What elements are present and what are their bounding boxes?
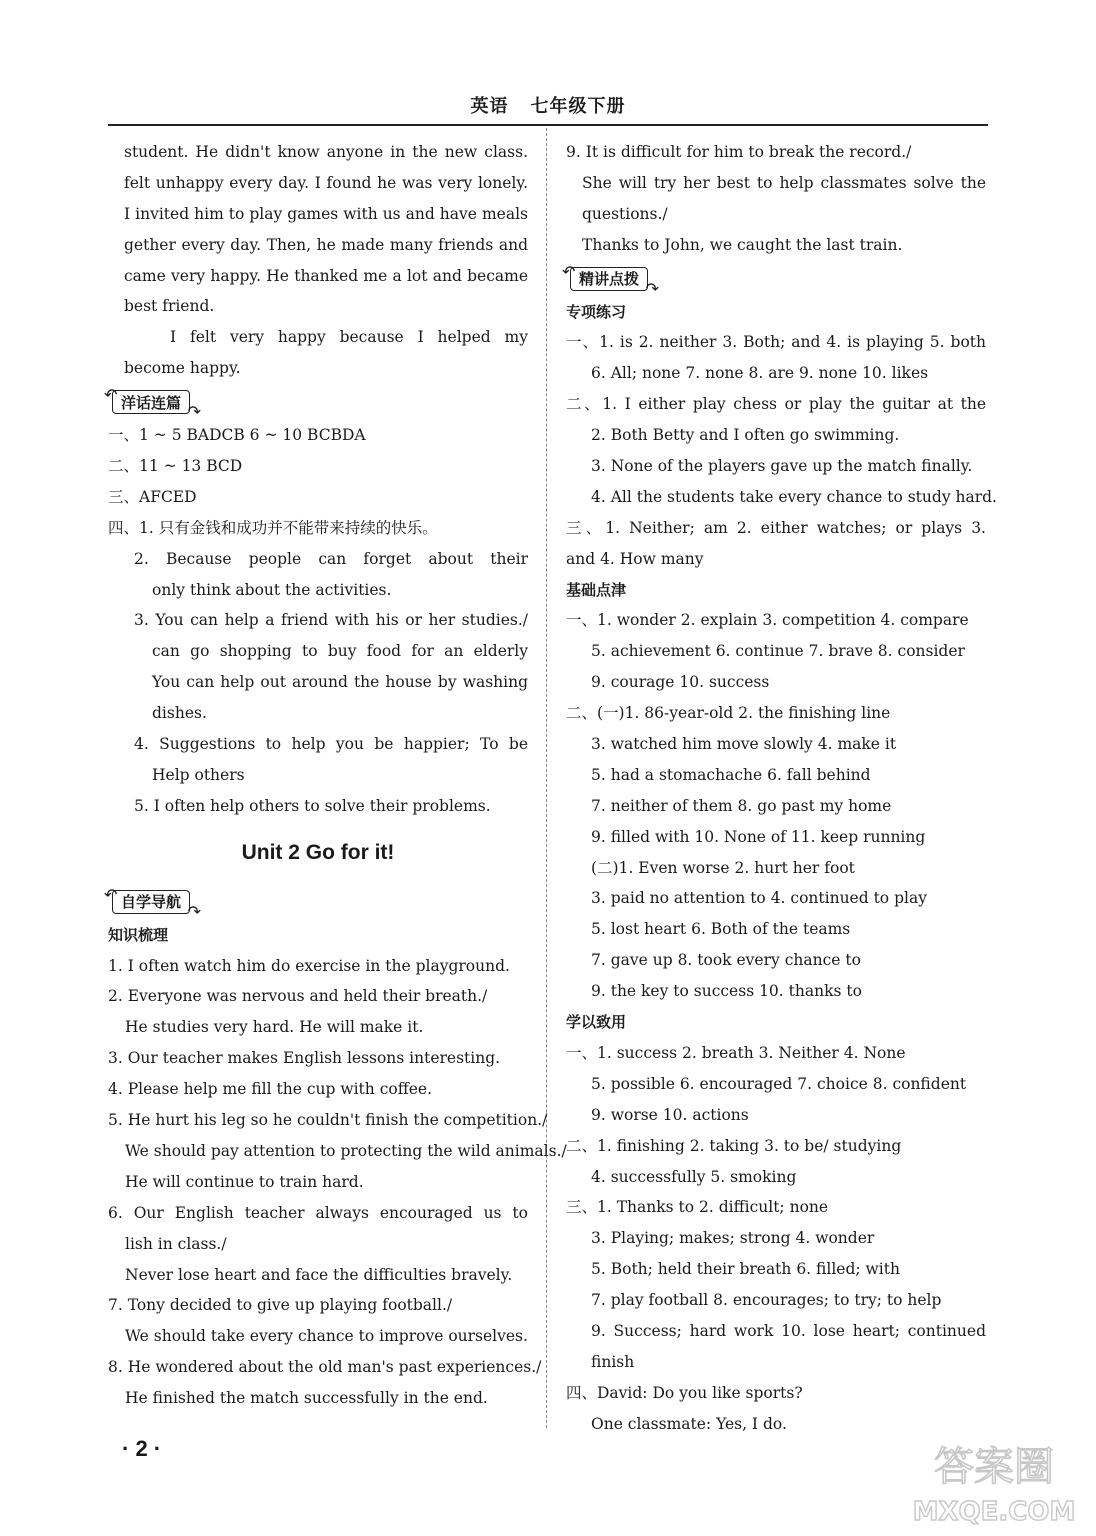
answer-line: 四、David: Do you like sports? xyxy=(566,1383,803,1402)
answer-line: 2. Because people can forget about their xyxy=(134,549,528,568)
answer-line: lish in class./ xyxy=(125,1234,227,1253)
subheading: 基础点津 xyxy=(566,580,627,599)
section-tag xyxy=(562,261,660,298)
text-line: gether every day. Then, he made many friends and xyxy=(124,235,528,254)
answer-line: (二)1. Even worse 2. hurt her foot xyxy=(591,858,855,877)
answer-line: 7. play football 8. encourages; to try; to help xyxy=(591,1291,942,1310)
answer-line: 一、1. wonder 2. explain 3. competition 4. compare xyxy=(566,611,969,630)
answer-line: 5. He hurt his leg so he couldn't finish the competition./ xyxy=(108,1111,548,1130)
text-line: best friend. xyxy=(124,297,215,316)
answer-line: 6. All; none 7. none 8. are 9. none 10. likes xyxy=(591,364,929,383)
watermark-bottom: MXQE.COM xyxy=(912,1497,1076,1527)
section-tag-label: 自学导航 xyxy=(121,893,182,912)
section-tag-row xyxy=(562,261,986,298)
section-tag-label: 精讲点拨 xyxy=(579,270,640,289)
answer-line: 8. He wondered about the old man's past experiences./ xyxy=(108,1358,542,1377)
answer-line: He will continue to train hard. xyxy=(125,1172,364,1191)
page-number: · 2 · xyxy=(122,1436,162,1461)
curl-icon: ↷ xyxy=(645,278,660,298)
answer-line: 3. You can help a friend with his or her studies./ xyxy=(134,611,528,630)
answer-line: 三、1. Thanks to 2. difficult; none xyxy=(566,1198,829,1217)
answer-line: Thanks to John, we caught the last train. xyxy=(582,235,903,254)
answer-line: 1. I often watch him do exercise in the playground. xyxy=(108,956,510,975)
answer-line: 二、1. I either play chess or play the guitar at the xyxy=(566,395,986,414)
answer-line: She will try her best to help classmates solve the xyxy=(582,173,986,192)
left-column xyxy=(104,137,567,1414)
answer-line: One classmate: Yes, I do. xyxy=(591,1414,787,1433)
answer-line: 二、11 ~ 13 BCD xyxy=(108,457,243,476)
answer-line: 7. Tony decided to give up playing football./ xyxy=(108,1296,453,1315)
answer-line: 2. Both Betty and I often go swimming. xyxy=(591,426,900,445)
header-grade: 七年级下册 xyxy=(530,96,626,117)
section-tag-row xyxy=(104,884,528,921)
answer-line: 3. paid no attention to 4. continued to play xyxy=(591,889,927,908)
unit-title: Unit 2 Go for it! xyxy=(241,840,395,864)
curl-icon: ↷ xyxy=(187,901,202,921)
section-tag-row xyxy=(104,384,528,422)
curl-icon: ↶ xyxy=(104,385,118,405)
answer-line: 4. Please help me fill the cup with coffee. xyxy=(108,1080,432,1099)
text-line: become happy. xyxy=(124,359,241,378)
answer-line: He studies very hard. He will make it. xyxy=(125,1018,424,1037)
curl-icon: ↷ xyxy=(187,402,202,422)
answer-line: 四、1. 只有金钱和成功并不能带来持续的快乐。 xyxy=(108,518,438,537)
answer-line: 三、AFCED xyxy=(108,487,197,506)
answer-line: We should pay attention to protecting the wild animals./ xyxy=(125,1141,567,1160)
answer-line: 3. Our teacher makes English lessons interesting. xyxy=(108,1049,501,1068)
answer-line: 4. successfully 5. smoking xyxy=(591,1167,797,1186)
answer-line: only think about the activities. xyxy=(152,580,392,599)
answer-line: 3. None of the players gave up the match finally. xyxy=(591,457,973,476)
header-rule xyxy=(108,124,988,126)
text-line: I invited him to play games with us and have meals xyxy=(124,204,528,223)
answer-line: 一、1. is 2. neither 3. Both; and 4. is playing 5. both xyxy=(566,333,986,352)
answer-line: 7. neither of them 8. go past my home xyxy=(591,796,892,815)
answer-line: 9. courage 10. success xyxy=(591,673,770,692)
header-subject: 英语 xyxy=(470,96,509,117)
answer-line: You can help out around the house by washing xyxy=(152,673,528,692)
answer-line: questions./ xyxy=(582,204,668,223)
answer-line: 9. Success; hard work 10. lose heart; continued xyxy=(591,1321,986,1340)
section-tag xyxy=(104,385,202,422)
answer-line: 3. Playing; makes; strong 4. wonder xyxy=(591,1229,875,1248)
answer-line: 5. achievement 6. continue 7. brave 8. consider xyxy=(591,642,965,661)
curl-icon: ↶ xyxy=(562,261,576,281)
watermark-logo xyxy=(902,1430,1082,1530)
section-tag-label: 洋话连篇 xyxy=(121,393,182,412)
answer-line: 三、1. Neither; am 2. either watches; or plays 3. xyxy=(566,518,986,537)
text-line: came very happy. He thanked me a lot and became xyxy=(124,266,528,285)
answer-line: 7. gave up 8. took every chance to xyxy=(591,951,861,970)
curl-icon: ↶ xyxy=(104,884,118,904)
answer-line: 3. watched him move slowly 4. make it xyxy=(591,735,897,754)
answer-line: 6. Our English teacher always encouraged us to xyxy=(108,1203,528,1222)
column-divider xyxy=(546,128,547,1428)
answer-line: dishes. xyxy=(152,704,207,723)
answer-line: We should take every chance to improve ourselves. xyxy=(125,1327,528,1346)
page-header xyxy=(0,92,1096,118)
answer-line: He finished the match successfully in the end. xyxy=(125,1389,488,1408)
answer-line: 5. had a stomachache 6. fall behind xyxy=(591,765,871,784)
watermark-top: 答案圈 xyxy=(934,1444,1054,1490)
subheading: 学以致用 xyxy=(566,1013,627,1032)
answer-line: 9. filled with 10. None of 11. keep running xyxy=(591,827,926,846)
text-line: felt unhappy every day. I found he was very lonely. xyxy=(124,173,528,192)
text-line: I felt very happy because I helped my xyxy=(170,328,528,347)
answer-line: 二、(一)1. 86-year-old 2. the finishing line xyxy=(566,704,891,723)
answer-line: finish xyxy=(591,1352,635,1371)
answer-line: 4. Suggestions to help you be happier; To be xyxy=(134,735,528,754)
answer-line: and 4. How many xyxy=(566,549,704,568)
answer-line: 5. lost heart 6. Both of the teams xyxy=(591,920,851,939)
subheading: 专项练习 xyxy=(566,302,627,321)
answer-line: 5. possible 6. encouraged 7. choice 8. confident xyxy=(591,1074,967,1093)
answer-line: 一、1. success 2. breath 3. Neither 4. None xyxy=(566,1043,906,1062)
section-tag xyxy=(104,884,202,921)
answer-line: Never lose heart and face the difficulties bravely. xyxy=(125,1265,513,1284)
answer-line: Help others xyxy=(152,765,245,784)
answer-line: 二、1. finishing 2. taking 3. to be/ studying xyxy=(566,1136,902,1155)
answer-line: 一、1 ~ 5 BADCB 6 ~ 10 BCBDA xyxy=(108,426,366,445)
answer-line: 4. All the students take every chance to study hard. xyxy=(591,487,997,506)
answer-line: can go shopping to buy food for an elderly xyxy=(152,642,528,661)
right-column xyxy=(562,137,997,1440)
text-line: student. He didn't know anyone in the new class. xyxy=(124,143,528,161)
subheading: 知识梳理 xyxy=(108,925,169,944)
answer-line: 2. Everyone was nervous and held their breath./ xyxy=(108,987,488,1006)
answer-line: 9. worse 10. actions xyxy=(591,1105,749,1124)
answer-line: 5. Both; held their breath 6. filled; with xyxy=(591,1260,900,1279)
answer-line: 9. the key to success 10. thanks to xyxy=(591,982,862,1001)
answer-line: 5. I often help others to solve their problems. xyxy=(134,796,491,815)
answer-line: 9. It is difficult for him to break the record./ xyxy=(566,143,912,161)
